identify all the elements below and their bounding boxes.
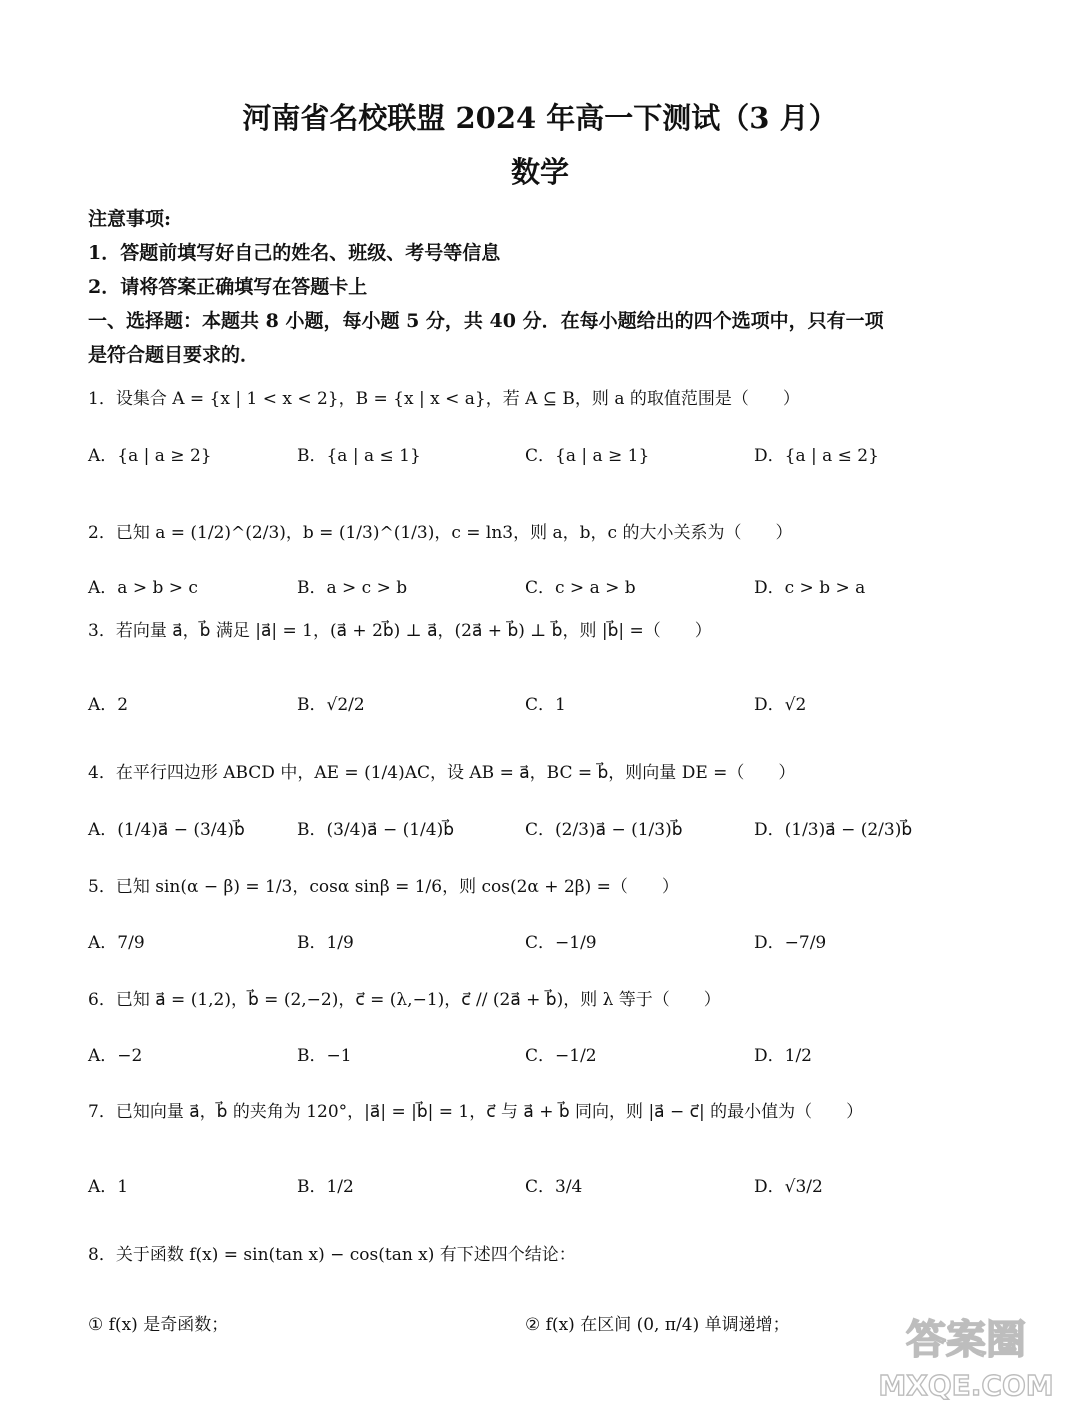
question-6-option-a: A．−2 [88,1046,143,1066]
question-5-option-d: D．−7/9 [754,933,827,953]
exam-title: 河南省名校联盟 2024 年高一下测试（3 月） [242,101,838,135]
question-1-option-c: C．{a | a ≥ 1} [525,446,650,466]
question-1-option-a: A．{a | a ≥ 2} [88,446,212,466]
question-4-stem: 4．在平行四边形 ABCD 中，AE = (1/4)AC，设 AB = a⃗，BC = b⃗，则向量 DE =（ ） [88,763,796,783]
question-7-option-d: D．√3/2 [754,1177,823,1197]
question-2-option-c: C．c > a > b [525,578,636,598]
question-7-option-a: A．1 [88,1177,129,1197]
question-8-conclusion-1: ① f(x) 是奇函数； [88,1315,229,1335]
watermark-logo [866,1307,1066,1403]
question-8-stem: 8．关于函数 f(x) = sin(tan x) − cos(tan x) 有下述四个结论： [88,1245,576,1265]
question-1-option-b: B．{a | a ≤ 1} [297,446,421,466]
question-4-option-b: B．(3/4)a⃗ − (1/4)b⃗ [297,820,455,840]
question-2-stem: 2．已知 a = (1/2)^(2/3)，b = (1/3)^(1/3)，c = ln3，则 a，b，c 的大小关系为（ ） [88,523,793,543]
question-6-option-b: B．−1 [297,1046,352,1066]
question-8-conclusion-2: ② f(x) 在区间 (0, π/4) 单调递增； [525,1315,790,1335]
question-2-option-a: A．a > b > c [88,578,198,598]
question-3-option-d: D．√2 [754,695,807,715]
watermark-url: MXQE.COM [878,1369,1054,1402]
question-3-stem: 3．若向量 a⃗，b⃗ 满足 |a⃗| = 1，(a⃗ + 2b⃗) ⊥ a⃗，(2a⃗ + b⃗) ⊥ b⃗，则 |b⃗| =（ ） [88,621,712,641]
question-2-option-d: D．c > b > a [754,578,866,598]
question-6-option-c: C．−1/2 [525,1046,597,1066]
watermark-text: 答案圈 [906,1317,1026,1363]
question-5-option-a: A．7/9 [88,933,145,953]
question-6-stem: 6．已知 a⃗ = (1,2)，b⃗ = (2,−2)，c⃗ = (λ,−1)，c⃗ // (2a⃗ + b⃗)，则 λ 等于（ ） [88,990,721,1010]
question-2-option-b: B．a > c > b [297,578,408,598]
question-5-option-c: C．−1/9 [525,933,597,953]
question-5-stem: 5．已知 sin(α − β) = 1/3，cosα sinβ = 1/6，则 cos(2α + 2β) =（ ） [88,877,679,897]
question-7-option-b: B．1/2 [297,1177,354,1197]
question-3-option-c: C．1 [525,695,566,715]
question-7-option-c: C．3/4 [525,1177,583,1197]
section-instructions-line1: 一、选择题：本题共 8 小题，每小题 5 分，共 40 分．在每小题给出的四个选项中，只有一项 [88,310,884,332]
question-3-option-a: A．2 [88,695,129,715]
question-5-option-b: B．1/9 [297,933,354,953]
question-7-stem: 7．已知向量 a⃗，b⃗ 的夹角为 120°，|a⃗| = |b⃗| = 1，c⃗ 与 a⃗ + b⃗ 同向，则 |a⃗ − c⃗| 的最小值为（ ） [88,1102,864,1122]
question-4-option-a: A．(1/4)a⃗ − (3/4)b⃗ [88,820,245,840]
notice-heading: 注意事项: [88,208,172,230]
notice-item-1: 1．答题前填写好自己的姓名、班级、考号等信息 [88,242,501,264]
question-4-option-c: C．(2/3)a⃗ − (1/3)b⃗ [525,820,683,840]
question-4-option-d: D．(1/3)a⃗ − (2/3)b⃗ [754,820,913,840]
question-6-option-d: D．1/2 [754,1046,812,1066]
question-1-option-d: D．{a | a ≤ 2} [754,446,879,466]
question-1-stem: 1．设集合 A = {x | 1 < x < 2}，B = {x | x < a}，若 A ⊆ B，则 a 的取值范围是（ ） [88,389,800,409]
section-instructions-line2: 是符合题目要求的． [88,344,260,366]
question-3-option-b: B．√2/2 [297,695,365,715]
exam-subject: 数学 [510,155,569,189]
notice-item-2: 2．请将答案正确填写在答题卡上 [88,276,368,298]
